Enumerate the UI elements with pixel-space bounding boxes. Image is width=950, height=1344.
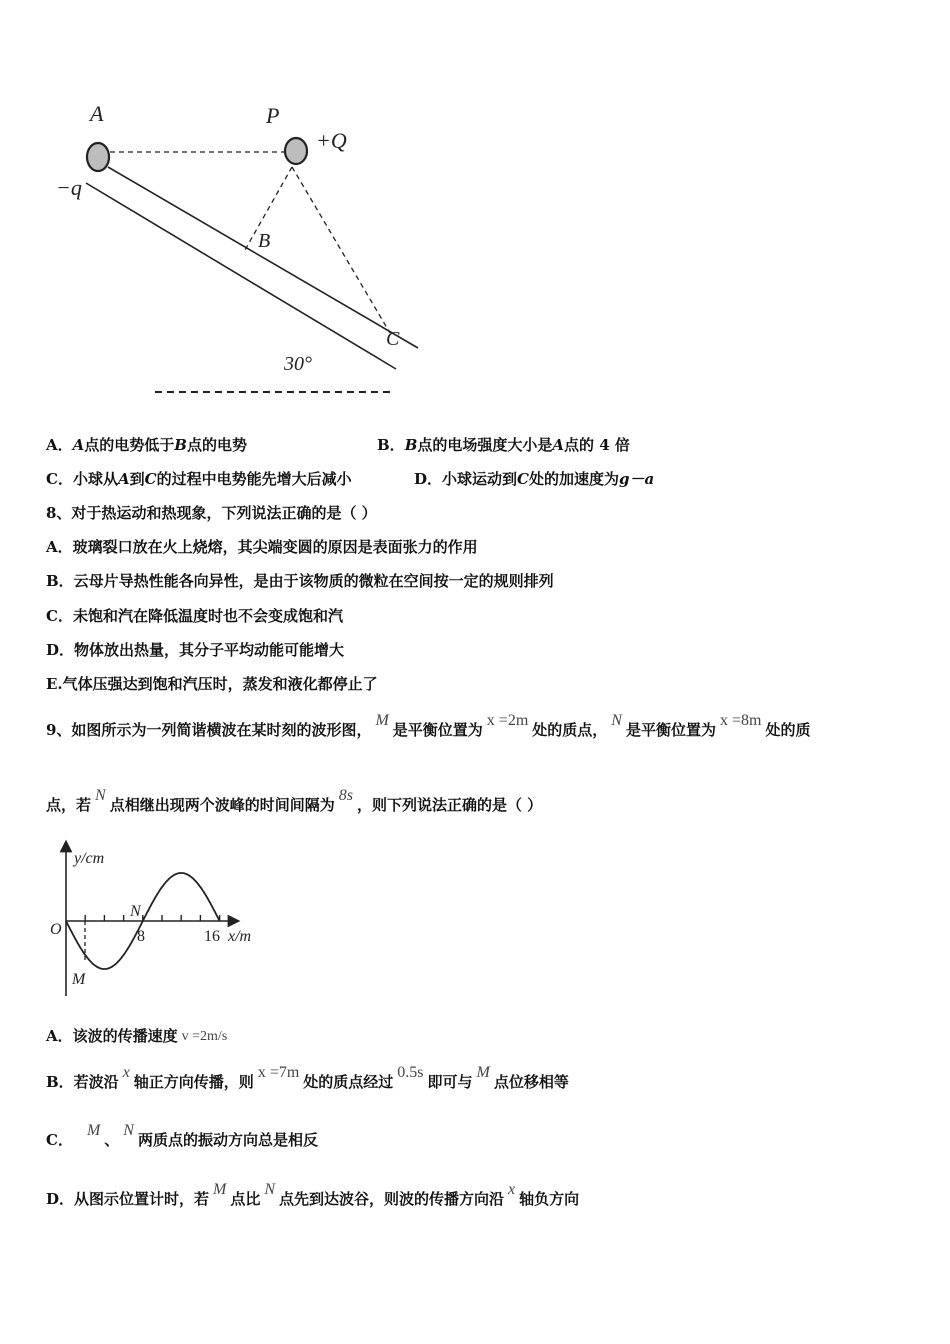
tick-label-8: 8 xyxy=(137,928,145,945)
q8-option-d: D．物体放出热量，其分子平均动能可能增大 xyxy=(46,641,345,659)
label-n: N xyxy=(130,903,141,920)
tick-label-16: 16 xyxy=(204,928,220,945)
ball-a xyxy=(87,143,109,171)
y-axis-label: y/cm xyxy=(74,850,105,867)
rod-upper-edge xyxy=(108,167,418,348)
q8-option-b: B．云母片导热性能各向异性，是由于该物质的微粒在空间按一定的规则排列 xyxy=(46,572,554,590)
q7-option-b: B．B点的电场强度大小是A点的 4 倍 xyxy=(377,436,630,454)
q8-option-c: C．未饱和汽在降低温度时也不会变成饱和汽 xyxy=(46,607,343,625)
q9-option-d: D．从图示位置计时，若M点比N点先到达波谷，则波的传播方向沿x轴负方向 xyxy=(46,1181,580,1208)
q8-stem: 8、对于热运动和热现象，下列说法正确的是（ ） xyxy=(46,504,377,522)
q8-option-e: E.气体压强达到饱和汽压时，蒸发和液化都停止了 xyxy=(46,675,378,693)
inclined-plane-figure xyxy=(40,95,440,405)
x-axis-label: x/m xyxy=(228,928,252,945)
q9-stem-line2: 点，若N点相继出现两个波峰的时间间隔为8s，则下列说法正确的是（ ） xyxy=(46,787,543,814)
label-minus-q: −q xyxy=(56,175,82,200)
q7-option-d: D．小球运动到C处的加速度为g－a xyxy=(414,470,655,488)
label-a: A xyxy=(90,101,104,126)
label-m: M xyxy=(72,971,86,988)
label-c: C xyxy=(386,328,400,350)
dashed-line-pc xyxy=(292,167,390,333)
label-plus-q: +Q xyxy=(316,128,347,153)
rod-lower-edge xyxy=(86,183,396,369)
label-b: B xyxy=(258,230,271,252)
q9-option-b: B．若波沿x轴正方向传播，则x =7m处的质点经过0.5s即可与M点位移相等 xyxy=(46,1064,569,1091)
label-p: P xyxy=(266,103,280,128)
q9-option-a: A．该波的传播速度 v =2m/s xyxy=(46,1027,228,1045)
q8-option-a: A．玻璃裂口放在火上烧熔，其尖端变圆的原因是表面张力的作用 xyxy=(46,538,478,556)
x-ticks xyxy=(85,915,219,921)
label-angle: 30° xyxy=(284,353,312,375)
q7-option-c: C．小球从A到C的过程中电势能先增大后减小 xyxy=(46,470,352,488)
q7-option-a: A．A点的电势低于B点的电势 xyxy=(46,436,247,454)
ball-p xyxy=(285,138,307,164)
q9-stem-line1: 9、如图所示为一列简谐横波在某时刻的波形图，M是平衡位置为x =2m处的质点，N是平衡位置为x =8m处的质 xyxy=(46,712,811,739)
wave-graph xyxy=(44,838,274,1003)
q9-option-c: C．M、N两质点的振动方向总是相反 xyxy=(46,1122,318,1149)
origin-label: O xyxy=(50,921,62,938)
